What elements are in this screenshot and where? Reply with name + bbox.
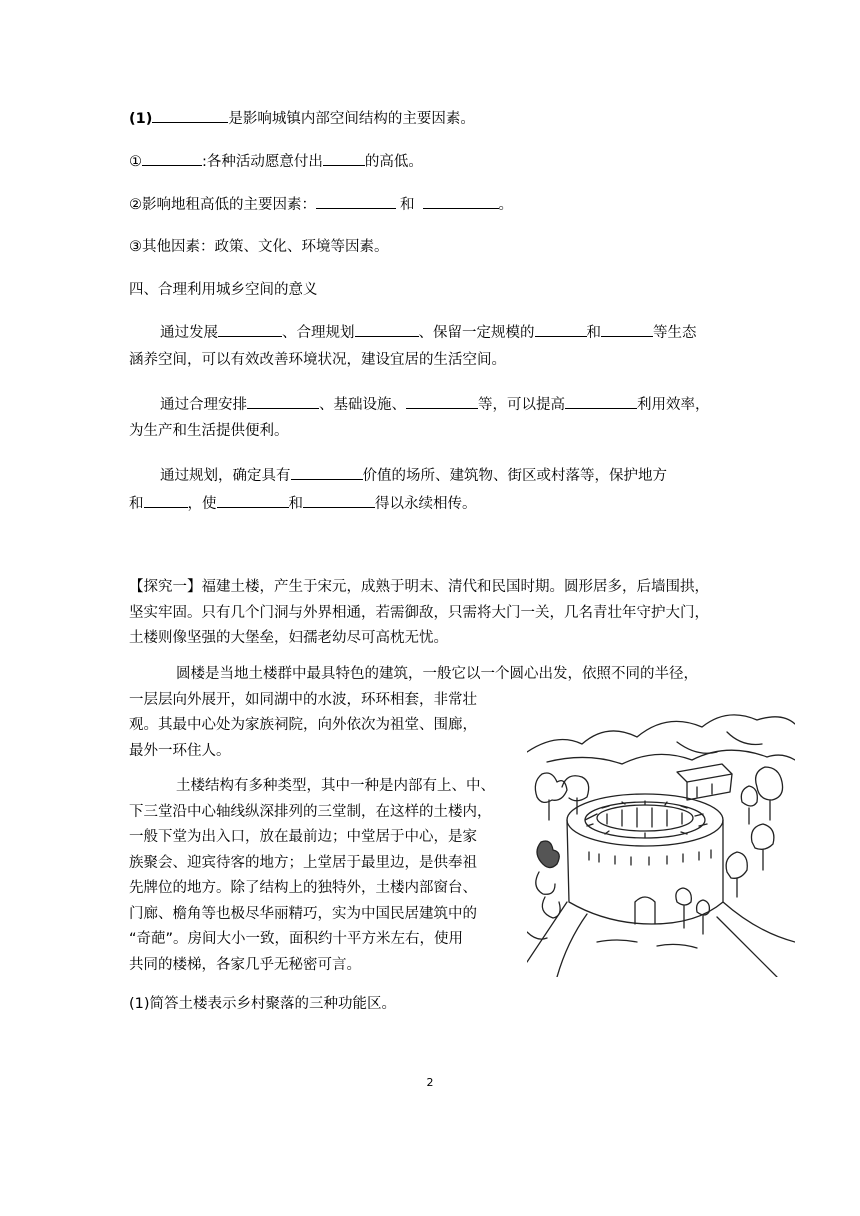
text: 和 [288,496,303,512]
answer-blank[interactable] [323,151,365,166]
text: 和 [129,496,144,512]
answer-blank[interactable] [247,394,319,409]
page-number: 2 [426,1076,434,1089]
item-willingness [129,151,423,172]
answer-blank[interactable] [152,108,228,123]
text: 价值的场所、建筑物、街区或村落等，保护地方 [362,468,667,484]
text: 等，可以提高 [478,397,565,413]
text: 、保留一定规模的 [418,325,535,341]
item-text: :各种活动愿意付出 [202,154,323,170]
text-line: 最外一环住人。 [129,742,231,759]
text-line: 下三堂沿中心轴线纵深排列的三堂制，在这样的土楼内， [129,803,492,820]
explore-paragraph [129,575,739,652]
answer-blank[interactable] [406,394,478,409]
answer-blank[interactable] [535,322,587,337]
answer-blank[interactable] [355,322,419,337]
paragraph-ecology [160,322,697,343]
text-line: 坚实牢固。只有几个门洞与外界相通，若需御敌，只需将大门一关，几名青壮年守护大门， [129,604,709,621]
text-line: 土楼则像坚强的大堡垒，妇孺老幼尽可高枕无忧。 [129,630,448,646]
answer-blank[interactable] [218,322,282,337]
answer-blank[interactable] [291,465,363,480]
text: 通过合理安排 [160,397,247,413]
paragraph-efficiency-cont: 为生产和生活提供便利。 [129,423,289,439]
text: 通过发展 [160,325,218,341]
paragraph-ecology-cont: 涵养空间，可以有效改善环境状况，建设宜居的生活空间。 [129,352,506,368]
item-text: 。 [498,197,513,213]
tulou-illustration [527,702,795,977]
text-line: 族聚会、迎宾待客的地方；上堂居于最里边，是供奉祖 [129,854,477,871]
question-text: 是影响城镇内部空间结构的主要因素。 [228,111,475,127]
text-line: 门廊、檐角等也极尽华丽精巧，实为中国民居建筑中的 [129,905,477,922]
item-other-factors: ③其他因素：政策、文化、环境等因素。 [129,239,389,255]
item-text: 和 [400,197,415,213]
text-line: “奇葩”。房间大小一致，面积约十平方米左右，使用 [129,931,464,947]
text-line: 一层层向外展开，如同湖中的水波，环环相套，非常壮 [129,691,477,708]
text-line: 一般下堂为出入口，放在最前边；中堂居于中心，是家 [129,829,477,845]
item-text: 的高低。 [364,154,423,170]
text: 、合理规划 [282,325,355,341]
question-main-factor [129,108,475,129]
answer-blank[interactable] [144,493,188,508]
text: 和 [586,325,601,341]
paragraph-heritage-cont [129,493,477,514]
answer-blank[interactable] [565,394,637,409]
answer-blank[interactable] [423,194,499,209]
answer-blank[interactable] [601,322,653,337]
item-text: ②影响地租高低的主要因素： [129,197,316,213]
text-line: 圆楼是当地土楼群中最具特色的建筑，一般它以一个圆心出发，依照不同的半径， [176,666,698,682]
text-line: 先牌位的地方。除了结构上的独特外，土楼内部窗台、 [129,880,477,896]
text-line: 【探究一】福建土楼，产生于宋元，成熟于明末、清代和民国时期。圆形居多，后墙围拱， [129,579,709,595]
text: 等生态 [653,325,697,341]
question-function-areas: (1)简答土楼表示乡村聚落的三种功能区。 [129,996,397,1012]
item-marker: ① [129,154,142,170]
text: 、基础设施、 [319,397,406,413]
answer-blank[interactable] [316,194,396,209]
section-heading: 四、合理利用城乡空间的意义 [129,282,318,298]
item-rent-factors [129,194,513,215]
text: 得以永续相传。 [375,496,477,512]
paragraph-efficiency [160,394,710,415]
structure-paragraph [129,774,509,978]
text-line: 观。其最中心处为家族祠院，向外依次为祖堂、围廊， [129,717,477,733]
question-number: (1) [129,111,153,127]
answer-blank[interactable] [142,151,202,166]
answer-blank[interactable] [303,493,375,508]
text-line: 共同的楼梯，各家几乎无秘密可言。 [129,956,361,973]
text-line: 土楼结构有多种类型，其中一种是内部有上、中、 [176,778,495,794]
paragraph-heritage [160,465,667,486]
text: 利用效率， [637,397,710,413]
answer-blank[interactable] [217,493,289,508]
text: ，使 [187,496,217,512]
text: 通过规划，确定具有 [160,468,291,484]
